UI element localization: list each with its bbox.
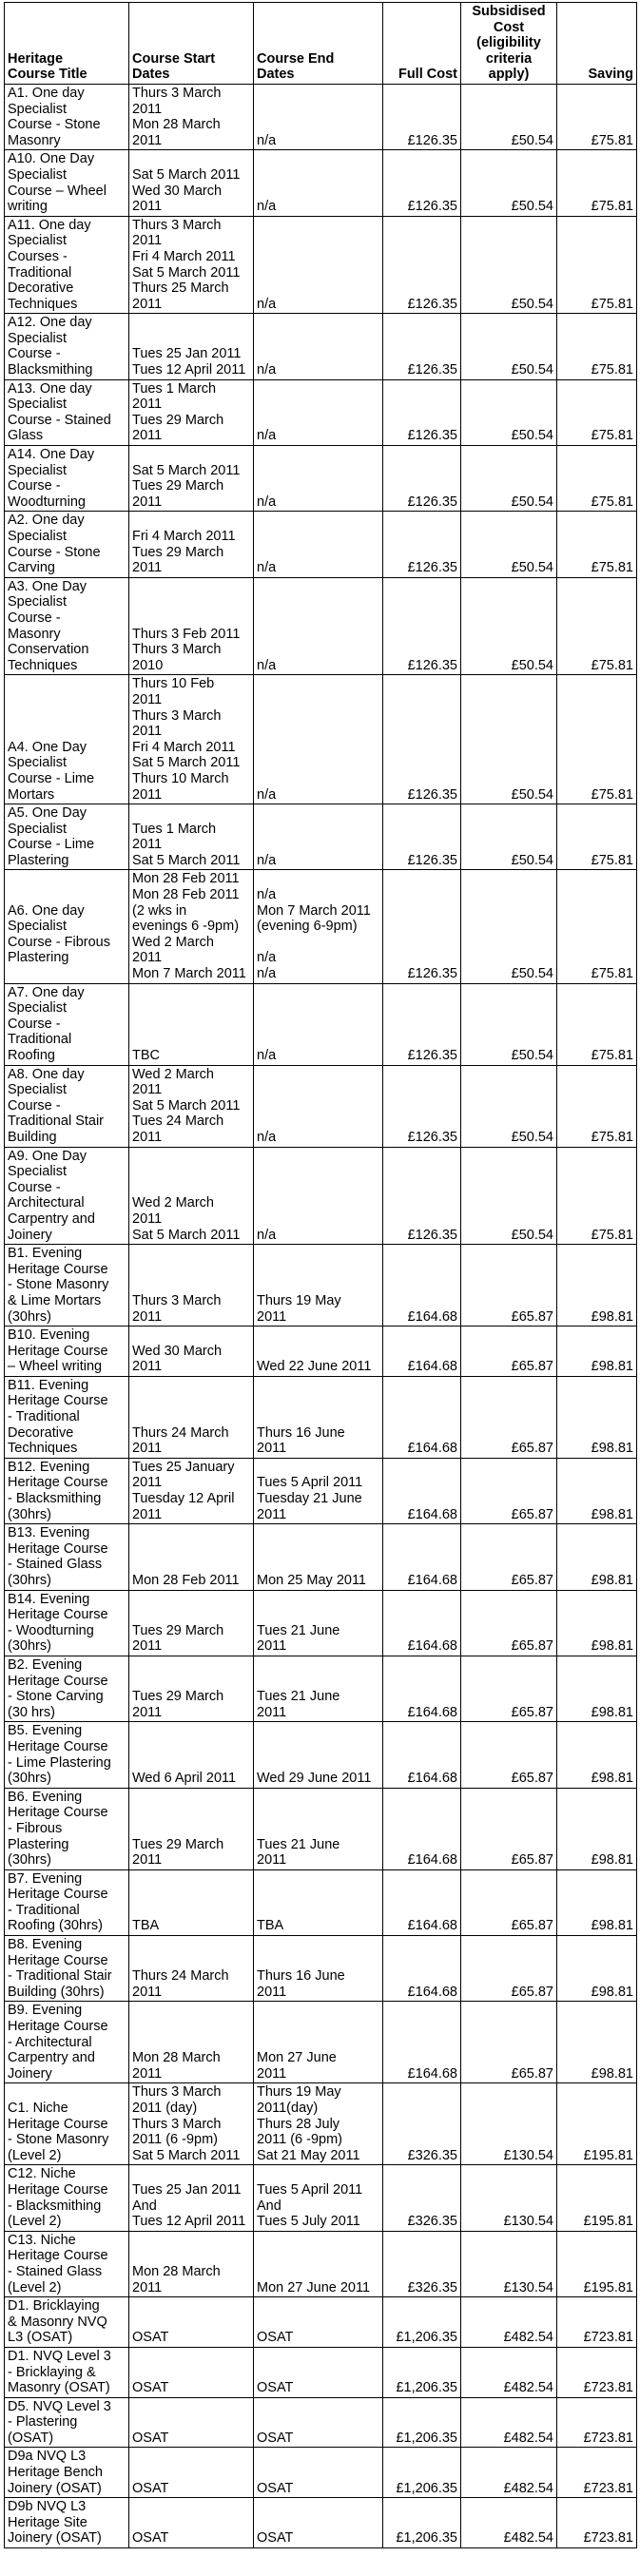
start-dates-cell: Tues 29 March 2011 [129, 1656, 254, 1721]
start-dates-cell: Mon 28 Feb 2011 [129, 1524, 254, 1590]
saving-cell: £98.81 [557, 1936, 637, 2002]
end-dates-cell: n/a [254, 314, 383, 379]
subsidised-cost-cell: £482.54 [461, 2297, 557, 2348]
full-cost-cell: £164.68 [383, 1788, 461, 1869]
full-cost-cell: £164.68 [383, 1656, 461, 1721]
start-dates-cell: Tues 1 March 2011 Sat 5 March 2011 [129, 804, 254, 870]
start-dates-cell: OSAT [129, 2397, 254, 2448]
header-course-title: Heritage Course Title [5, 3, 129, 85]
full-cost-cell: £126.35 [383, 446, 461, 512]
full-cost-cell: £126.35 [383, 216, 461, 314]
subsidised-cost-cell: £65.87 [461, 1524, 557, 1590]
start-dates-cell: Fri 4 March 2011 Tues 29 March 2011 [129, 512, 254, 577]
table-row [5, 577, 637, 675]
saving-cell: £98.81 [557, 1722, 637, 1788]
start-dates-cell: Tues 29 March 2011 [129, 1788, 254, 1869]
subsidised-cost-cell: £50.54 [461, 804, 557, 870]
course-title-cell: A6. One day Specialist Course - Fibrous Plastering [5, 870, 129, 983]
subsidised-cost-cell: £65.87 [461, 1656, 557, 1721]
table-row [5, 2397, 637, 2448]
subsidised-cost-cell: £482.54 [461, 2498, 557, 2548]
start-dates-cell: Thurs 10 Feb 2011 Thurs 3 March 2011 Fri 4 March 2011 Sat 5 March 2011 Thurs 10 March 2011 [129, 675, 254, 804]
end-dates-cell: Wed 29 June 2011 [254, 1722, 383, 1788]
table-row [5, 84, 637, 149]
table-row [5, 2448, 637, 2498]
start-dates-cell: Wed 30 March 2011 [129, 1327, 254, 1377]
end-dates-cell: n/a [254, 512, 383, 577]
full-cost-cell: £126.35 [383, 84, 461, 149]
header-row [5, 3, 637, 85]
end-dates-cell: Tues 21 June 2011 [254, 1590, 383, 1656]
course-title-cell: A8. One day Specialist Course - Traditional Stair Building [5, 1065, 129, 1147]
saving-cell: £98.81 [557, 1656, 637, 1721]
saving-cell: £195.81 [557, 2231, 637, 2296]
saving-cell: £195.81 [557, 2165, 637, 2231]
start-dates-cell: Thurs 24 March 2011 [129, 1936, 254, 2002]
course-title-cell: B9. Evening Heritage Course - Architectural Carpentry and Joinery [5, 2002, 129, 2083]
header-subsidised-cost: Subsidised Cost (eligibility criteria apply) [461, 3, 557, 85]
subsidised-cost-cell: £482.54 [461, 2397, 557, 2448]
end-dates-cell: n/a [254, 1147, 383, 1245]
saving-cell: £75.81 [557, 983, 637, 1065]
saving-cell: £195.81 [557, 2083, 637, 2165]
full-cost-cell: £126.35 [383, 379, 461, 445]
start-dates-cell: Sat 5 March 2011 Wed 30 March 2011 [129, 150, 254, 216]
end-dates-cell: Tues 5 April 2011 And Tues 5 July 2011 [254, 2165, 383, 2231]
full-cost-cell: £164.68 [383, 1590, 461, 1656]
table-row [5, 1458, 637, 1523]
full-cost-cell: £126.35 [383, 150, 461, 216]
saving-cell: £98.81 [557, 1524, 637, 1590]
course-title-cell: B11. Evening Heritage Course - Traditional Decorative Techniques [5, 1376, 129, 1458]
end-dates-cell: Mon 27 June 2011 [254, 2002, 383, 2083]
course-title-cell: D9a NVQ L3 Heritage Bench Joinery (OSAT) [5, 2448, 129, 2498]
saving-cell: £75.81 [557, 446, 637, 512]
end-dates-cell: n/a [254, 446, 383, 512]
table-row [5, 675, 637, 804]
table-row [5, 2297, 637, 2348]
full-cost-cell: £126.35 [383, 1147, 461, 1245]
full-cost-cell: £1,206.35 [383, 2498, 461, 2548]
course-rows [5, 84, 637, 2547]
saving-cell: £98.81 [557, 1788, 637, 1869]
full-cost-cell: £164.68 [383, 1869, 461, 1935]
saving-cell: £75.81 [557, 1147, 637, 1245]
end-dates-cell: Mon 27 June 2011 [254, 2231, 383, 2296]
table-row [5, 379, 637, 445]
start-dates-cell: OSAT [129, 2498, 254, 2548]
saving-cell: £98.81 [557, 1458, 637, 1523]
course-title-cell: B8. Evening Heritage Course - Traditional Stair Building (30hrs) [5, 1936, 129, 2002]
saving-cell: £75.81 [557, 379, 637, 445]
course-title-cell: A4. One Day Specialist Course - Lime Mortars [5, 675, 129, 804]
table-row [5, 2498, 637, 2548]
subsidised-cost-cell: £50.54 [461, 379, 557, 445]
subsidised-cost-cell: £65.87 [461, 1245, 557, 1327]
start-dates-cell: Thurs 3 March 2011 [129, 1245, 254, 1327]
saving-cell: £98.81 [557, 1869, 637, 1935]
full-cost-cell: £126.35 [383, 577, 461, 675]
start-dates-cell: Wed 2 March 2011 Sat 5 March 2011 [129, 1147, 254, 1245]
end-dates-cell: Thurs 19 May 2011(day) Thurs 28 July 2011 (6 -9pm) Sat 21 May 2011 [254, 2083, 383, 2165]
table-row [5, 1722, 637, 1788]
course-title-cell: A2. One day Specialist Course - Stone Carving [5, 512, 129, 577]
end-dates-cell: n/a [254, 804, 383, 870]
full-cost-cell: £164.68 [383, 1524, 461, 1590]
end-dates-cell: TBA [254, 1869, 383, 1935]
saving-cell: £723.81 [557, 2397, 637, 2448]
start-dates-cell: Tues 25 Jan 2011 Tues 12 April 2011 [129, 314, 254, 379]
subsidised-cost-cell: £50.54 [461, 150, 557, 216]
end-dates-cell: n/a [254, 379, 383, 445]
end-dates-cell: n/a [254, 1065, 383, 1147]
end-dates-cell: OSAT [254, 2498, 383, 2548]
table-row [5, 870, 637, 983]
table-row [5, 2347, 637, 2397]
start-dates-cell: Thurs 3 March 2011 Fri 4 March 2011 Sat 5 March 2011 Thurs 25 March 2011 [129, 216, 254, 314]
subsidised-cost-cell: £50.54 [461, 216, 557, 314]
end-dates-cell: n/a [254, 675, 383, 804]
saving-cell: £75.81 [557, 1065, 637, 1147]
course-title-cell: A13. One day Specialist Course - Stained Glass [5, 379, 129, 445]
subsidised-cost-cell: £50.54 [461, 1065, 557, 1147]
subsidised-cost-cell: £482.54 [461, 2347, 557, 2397]
course-title-cell: A7. One day Specialist Course - Traditional Roofing [5, 983, 129, 1065]
subsidised-cost-cell: £65.87 [461, 1869, 557, 1935]
full-cost-cell: £1,206.35 [383, 2448, 461, 2498]
table-row [5, 983, 637, 1065]
header-course-start-dates: Course Start Dates [129, 3, 254, 85]
subsidised-cost-cell: £130.54 [461, 2231, 557, 2296]
saving-cell: £723.81 [557, 2297, 637, 2348]
subsidised-cost-cell: £65.87 [461, 1936, 557, 2002]
full-cost-cell: £164.68 [383, 1936, 461, 2002]
table-row [5, 804, 637, 870]
course-title-cell: A3. One Day Specialist Course - Masonry Conservation Techniques [5, 577, 129, 675]
full-cost-cell: £1,206.35 [383, 2297, 461, 2348]
full-cost-cell: £326.35 [383, 2231, 461, 2296]
subsidised-cost-cell: £50.54 [461, 870, 557, 983]
subsidised-cost-cell: £50.54 [461, 512, 557, 577]
subsidised-cost-cell: £50.54 [461, 983, 557, 1065]
full-cost-cell: £164.68 [383, 1327, 461, 1377]
table-row [5, 314, 637, 379]
saving-cell: £75.81 [557, 870, 637, 983]
full-cost-cell: £164.68 [383, 1458, 461, 1523]
start-dates-cell: Mon 28 Feb 2011 Mon 28 Feb 2011 (2 wks in evenings 6 -9pm) Wed 2 March 2011 Mon 7 March 2011 [129, 870, 254, 983]
saving-cell: £75.81 [557, 216, 637, 314]
full-cost-cell: £126.35 [383, 675, 461, 804]
course-title-cell: B10. Evening Heritage Course – Wheel writing [5, 1327, 129, 1377]
course-title-cell: A11. One day Specialist Courses - Traditional Decorative Techniques [5, 216, 129, 314]
table-row [5, 2165, 637, 2231]
saving-cell: £98.81 [557, 1245, 637, 1327]
header-full-cost: Full Cost [383, 3, 461, 85]
end-dates-cell: n/a [254, 84, 383, 149]
saving-cell: £75.81 [557, 150, 637, 216]
saving-cell: £723.81 [557, 2347, 637, 2397]
course-title-cell: C13. Niche Heritage Course - Stained Glass (Level 2) [5, 2231, 129, 2296]
subsidised-cost-cell: £65.87 [461, 1722, 557, 1788]
table-row [5, 150, 637, 216]
course-title-cell: B7. Evening Heritage Course - Traditional Roofing (30hrs) [5, 1869, 129, 1935]
end-dates-cell: Tues 5 April 2011 Tuesday 21 June 2011 [254, 1458, 383, 1523]
saving-cell: £98.81 [557, 1327, 637, 1377]
table-row [5, 446, 637, 512]
end-dates-cell: n/a [254, 216, 383, 314]
full-cost-cell: £1,206.35 [383, 2397, 461, 2448]
start-dates-cell: Tues 1 March 2011 Tues 29 March 2011 [129, 379, 254, 445]
subsidised-cost-cell: £65.87 [461, 1590, 557, 1656]
course-title-cell: C12. Niche Heritage Course - Blacksmithing (Level 2) [5, 2165, 129, 2231]
saving-cell: £98.81 [557, 1376, 637, 1458]
full-cost-cell: £164.68 [383, 1376, 461, 1458]
end-dates-cell: Mon 25 May 2011 [254, 1524, 383, 1590]
table-row [5, 1327, 637, 1377]
start-dates-cell: Thurs 24 March 2011 [129, 1376, 254, 1458]
subsidised-cost-cell: £50.54 [461, 1147, 557, 1245]
saving-cell: £75.81 [557, 804, 637, 870]
start-dates-cell: Thurs 3 March 2011 Mon 28 March 2011 [129, 84, 254, 149]
full-cost-cell: £126.35 [383, 983, 461, 1065]
course-title-cell: D1. Bricklaying & Masonry NVQ L3 (OSAT) [5, 2297, 129, 2348]
start-dates-cell: Wed 6 April 2011 [129, 1722, 254, 1788]
course-title-cell: D5. NVQ Level 3 - Plastering (OSAT) [5, 2397, 129, 2448]
full-cost-cell: £126.35 [383, 512, 461, 577]
table-row [5, 1147, 637, 1245]
course-title-cell: D9b NVQ L3 Heritage Site Joinery (OSAT) [5, 2498, 129, 2548]
saving-cell: £723.81 [557, 2498, 637, 2548]
course-title-cell: C1. Niche Heritage Course - Stone Masonry (Level 2) [5, 2083, 129, 2165]
subsidised-cost-cell: £50.54 [461, 577, 557, 675]
start-dates-cell: TBC [129, 983, 254, 1065]
start-dates-cell: Tues 25 Jan 2011 And Tues 12 April 2011 [129, 2165, 254, 2231]
start-dates-cell: Tues 25 January 2011 Tuesday 12 April 2011 [129, 1458, 254, 1523]
saving-cell: £75.81 [557, 84, 637, 149]
table-row [5, 1590, 637, 1656]
course-title-cell: A12. One day Specialist Course - Blacksmithing [5, 314, 129, 379]
course-title-cell: A14. One Day Specialist Course - Woodturning [5, 446, 129, 512]
saving-cell: £75.81 [557, 577, 637, 675]
subsidised-cost-cell: £65.87 [461, 1458, 557, 1523]
end-dates-cell: Thurs 16 June 2011 [254, 1376, 383, 1458]
full-cost-cell: £126.35 [383, 804, 461, 870]
course-title-cell: B5. Evening Heritage Course - Lime Plastering (30hrs) [5, 1722, 129, 1788]
subsidised-cost-cell: £50.54 [461, 675, 557, 804]
end-dates-cell: Wed 22 June 2011 [254, 1327, 383, 1377]
course-title-cell: B14. Evening Heritage Course - Woodturning (30hrs) [5, 1590, 129, 1656]
start-dates-cell: Thurs 3 March 2011 (day) Thurs 3 March 2011 (6 -9pm) Sat 5 March 2011 [129, 2083, 254, 2165]
end-dates-cell: Thurs 16 June 2011 [254, 1936, 383, 2002]
course-title-cell: A5. One Day Specialist Course - Lime Plastering [5, 804, 129, 870]
start-dates-cell: Mon 28 March 2011 [129, 2231, 254, 2296]
end-dates-cell: OSAT [254, 2448, 383, 2498]
end-dates-cell: OSAT [254, 2297, 383, 2348]
end-dates-cell: n/a [254, 983, 383, 1065]
course-title-cell: B6. Evening Heritage Course - Fibrous Plastering (30hrs) [5, 1788, 129, 1869]
full-cost-cell: £326.35 [383, 2165, 461, 2231]
table-row [5, 216, 637, 314]
saving-cell: £75.81 [557, 314, 637, 379]
start-dates-cell: OSAT [129, 2297, 254, 2348]
course-fees-table [4, 2, 637, 2548]
course-title-cell: A10. One Day Specialist Course – Wheel writing [5, 150, 129, 216]
end-dates-cell: Thurs 19 May 2011 [254, 1245, 383, 1327]
full-cost-cell: £164.68 [383, 1245, 461, 1327]
end-dates-cell: n/a [254, 577, 383, 675]
subsidised-cost-cell: £482.54 [461, 2448, 557, 2498]
course-title-cell: B12. Evening Heritage Course - Blacksmithing (30hrs) [5, 1458, 129, 1523]
start-dates-cell: Sat 5 March 2011 Tues 29 March 2011 [129, 446, 254, 512]
end-dates-cell: OSAT [254, 2397, 383, 2448]
end-dates-cell: n/a Mon 7 March 2011 (evening 6-9pm) n/a n/a [254, 870, 383, 983]
end-dates-cell: n/a [254, 150, 383, 216]
full-cost-cell: £126.35 [383, 314, 461, 379]
saving-cell: £98.81 [557, 2002, 637, 2083]
start-dates-cell: Mon 28 March 2011 [129, 2002, 254, 2083]
table-row [5, 2231, 637, 2296]
course-title-cell: D1. NVQ Level 3 - Bricklaying & Masonry (OSAT) [5, 2347, 129, 2397]
table-row [5, 1524, 637, 1590]
saving-cell: £98.81 [557, 1590, 637, 1656]
full-cost-cell: £126.35 [383, 870, 461, 983]
start-dates-cell: Tues 29 March 2011 [129, 1590, 254, 1656]
header-saving: Saving [557, 3, 637, 85]
course-title-cell: B13. Evening Heritage Course - Stained Glass (30hrs) [5, 1524, 129, 1590]
table-row [5, 1656, 637, 1721]
subsidised-cost-cell: £130.54 [461, 2165, 557, 2231]
table-row [5, 2083, 637, 2165]
subsidised-cost-cell: £65.87 [461, 1376, 557, 1458]
start-dates-cell: Wed 2 March 2011 Sat 5 March 2011 Tues 24 March 2011 [129, 1065, 254, 1147]
full-cost-cell: £164.68 [383, 1722, 461, 1788]
table-row [5, 1376, 637, 1458]
table-row [5, 1936, 637, 2002]
table-row [5, 1065, 637, 1147]
subsidised-cost-cell: £65.87 [461, 1788, 557, 1869]
end-dates-cell: OSAT [254, 2347, 383, 2397]
course-title-cell: A9. One Day Specialist Course - Architectural Carpentry and Joinery [5, 1147, 129, 1245]
saving-cell: £75.81 [557, 675, 637, 804]
full-cost-cell: £326.35 [383, 2083, 461, 2165]
full-cost-cell: £126.35 [383, 1065, 461, 1147]
subsidised-cost-cell: £50.54 [461, 84, 557, 149]
start-dates-cell: OSAT [129, 2448, 254, 2498]
table-row [5, 1869, 637, 1935]
table-row [5, 1788, 637, 1869]
course-title-cell: B1. Evening Heritage Course - Stone Masonry & Lime Mortars (30hrs) [5, 1245, 129, 1327]
table-row [5, 512, 637, 577]
table-row [5, 1245, 637, 1327]
subsidised-cost-cell: £65.87 [461, 2002, 557, 2083]
full-cost-cell: £1,206.35 [383, 2347, 461, 2397]
full-cost-cell: £164.68 [383, 2002, 461, 2083]
subsidised-cost-cell: £130.54 [461, 2083, 557, 2165]
subsidised-cost-cell: £65.87 [461, 1327, 557, 1377]
table-row [5, 2002, 637, 2083]
start-dates-cell: TBA [129, 1869, 254, 1935]
subsidised-cost-cell: £50.54 [461, 314, 557, 379]
start-dates-cell: OSAT [129, 2347, 254, 2397]
start-dates-cell: Thurs 3 Feb 2011 Thurs 3 March 2010 [129, 577, 254, 675]
saving-cell: £723.81 [557, 2448, 637, 2498]
subsidised-cost-cell: £50.54 [461, 446, 557, 512]
end-dates-cell: Tues 21 June 2011 [254, 1788, 383, 1869]
header-course-end-dates: Course End Dates [254, 3, 383, 85]
end-dates-cell: Tues 21 June 2011 [254, 1656, 383, 1721]
course-title-cell: A1. One day Specialist Course - Stone Masonry [5, 84, 129, 149]
course-title-cell: B2. Evening Heritage Course - Stone Carving (30 hrs) [5, 1656, 129, 1721]
saving-cell: £75.81 [557, 512, 637, 577]
